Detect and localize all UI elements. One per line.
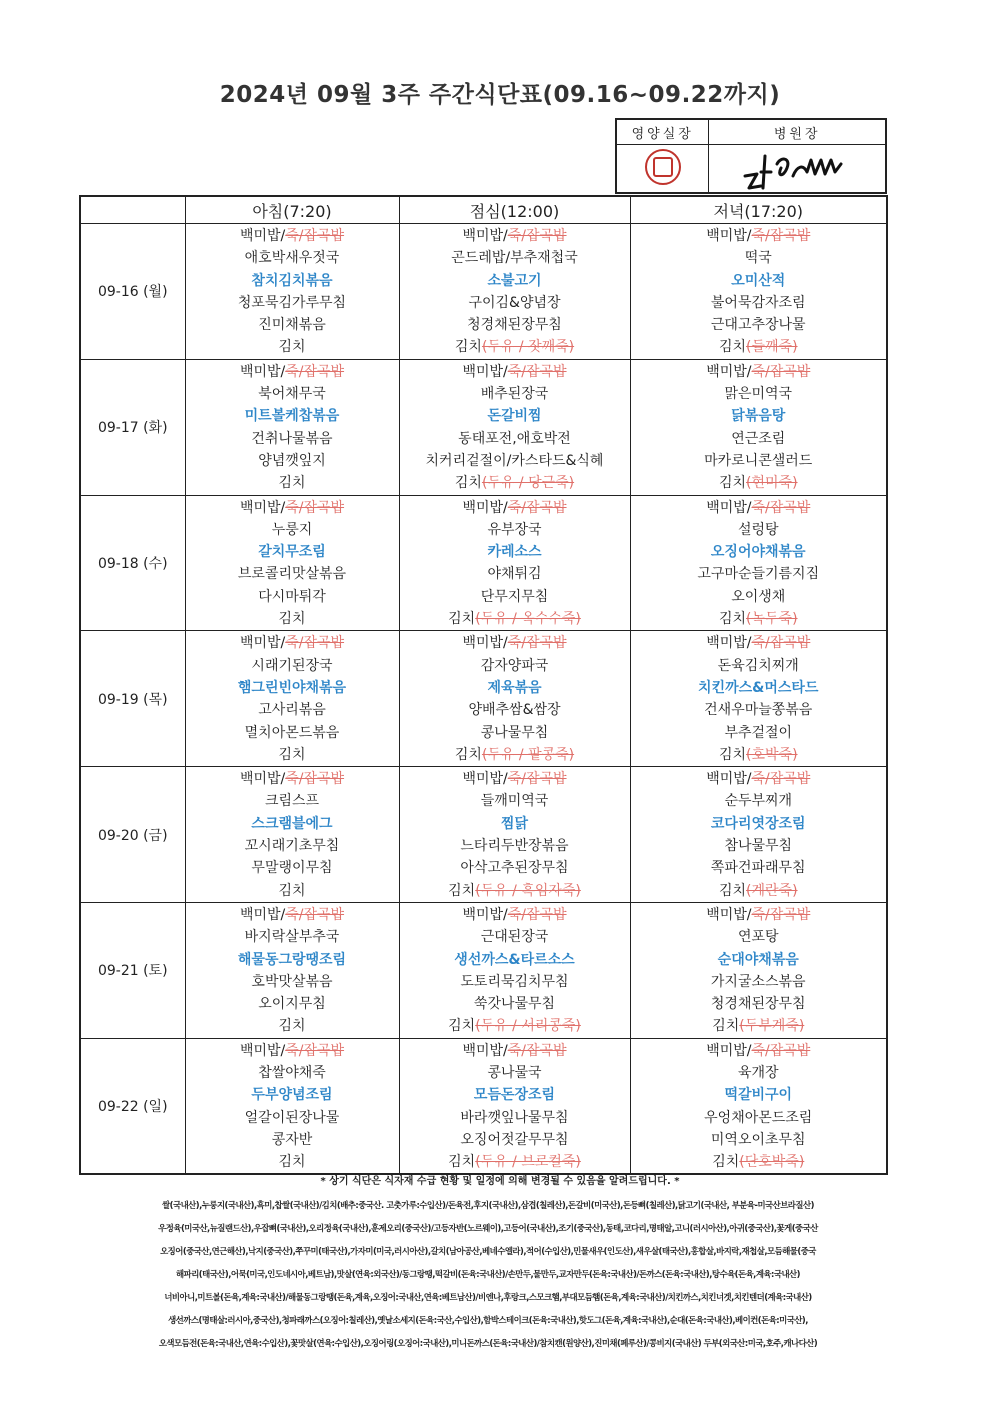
dinner-cell <box>630 224 887 360</box>
porridge-text: (현미죽) <box>746 475 798 492</box>
porridge-text: (두유 / 잣깨죽) <box>481 339 575 356</box>
breakfast-cell <box>185 631 399 767</box>
menu-item: 감자양파국 <box>480 657 549 674</box>
menu-item: 멸치아몬드볶음 <box>244 724 340 741</box>
porridge-text: (두유 / 팥콩죽) <box>481 746 575 763</box>
menu-item: 치커리겉절이/카스타드&식혜 <box>425 452 604 469</box>
rice-text: 백미밥/ <box>239 499 286 516</box>
signature-icon <box>737 146 857 192</box>
kimchi-line <box>400 744 630 766</box>
main-dish: 햄그린빈야채볶음 <box>237 679 347 696</box>
menu-item: 육개장 <box>737 1064 779 1081</box>
menu-item: 청경채된장무침 <box>467 317 562 334</box>
main-dish: 오징어야채볶음 <box>710 544 806 561</box>
kimchi-text: 김치 <box>718 746 747 763</box>
main-dish: 모듬돈장조림 <box>473 1087 556 1104</box>
rice-line <box>631 904 887 926</box>
rice-text: 백미밥/ <box>239 906 286 923</box>
kimchi-line <box>631 336 887 358</box>
rice-line <box>631 768 887 790</box>
menu-item: 마카로니콘샐러드 <box>704 452 813 469</box>
kimchi-text: 김치 <box>718 339 747 356</box>
rice-text: 백미밥/ <box>239 228 286 244</box>
rice-text: 백미밥/ <box>706 1042 752 1059</box>
rice-text: 백미밥/ <box>239 363 286 380</box>
main-dish: 소불고기 <box>487 272 542 289</box>
rice-text: 백미밥/ <box>462 499 508 516</box>
main-dish: 두부양념조림 <box>251 1087 333 1104</box>
menu-item: 돈육김치찌개 <box>717 657 799 674</box>
menu-header-row <box>80 196 887 224</box>
porridge-text: (두유 / 흑임자죽) <box>475 882 581 899</box>
kimchi-text: 김치 <box>712 1154 740 1171</box>
kimchi-line <box>186 1015 399 1037</box>
day-label: 09-21 (토) <box>80 902 185 1038</box>
day-label: 09-20 (금) <box>80 767 185 903</box>
dinner-cell <box>630 495 887 631</box>
origin-line: 너비아니,미트볼(돈육,계육:국내산)/해물동그랑땡(돈육,계육,오징어:국내산,연육:베트남산)/비엔나,후랑크,스모크햄,부대모듬햄(돈육,계육:국내산)/치킨까스,치킨너겟,치킨텐더(계육:국내산) <box>164 1292 812 1302</box>
kimchi-text: 김치 <box>718 475 747 492</box>
rice-alt-text: 죽/잡곡밥 <box>507 228 567 244</box>
rice-alt-text: 죽/잡곡밥 <box>507 499 567 516</box>
rice-line <box>186 497 399 519</box>
rice-line <box>400 497 630 519</box>
menu-item: 진미채볶음 <box>258 317 326 334</box>
rice-alt-text: 죽/잡곡밥 <box>507 1042 567 1059</box>
rice-line <box>400 768 630 790</box>
rice-alt-text: 죽/잡곡밥 <box>285 906 345 923</box>
rice-line <box>631 1040 887 1062</box>
kimchi-text: 김치 <box>448 611 476 628</box>
menu-item: 꼬시래기초무침 <box>244 838 340 855</box>
lunch-cell <box>399 359 630 495</box>
kimchi-text: 김치 <box>278 1018 306 1035</box>
breakfast-cell <box>185 1038 399 1174</box>
rice-line <box>631 225 887 247</box>
menu-item: 건취나물볶음 <box>251 430 333 447</box>
menu-item: 다시마튀각 <box>258 588 326 605</box>
menu-item: 근대된장국 <box>480 929 549 946</box>
kimchi-text: 김치 <box>448 1018 476 1035</box>
lunch-cell <box>399 767 630 903</box>
rice-line <box>186 632 399 654</box>
breakfast-cell <box>185 224 399 360</box>
porridge-text: (두유 / 서리콩죽) <box>475 1018 581 1035</box>
menu-item: 양념깻잎지 <box>258 452 326 469</box>
main-dish: 카레소스 <box>487 544 542 561</box>
day-row <box>80 495 887 631</box>
rice-alt-text: 죽/잡곡밥 <box>507 771 567 788</box>
rice-line <box>631 361 887 383</box>
rice-line <box>400 632 630 654</box>
kimchi-text: 김치 <box>712 1018 740 1035</box>
lunch-cell <box>399 631 630 767</box>
approval-signature-cell <box>709 145 886 194</box>
seal-stamp-icon <box>645 149 681 185</box>
rice-text: 백미밥/ <box>462 771 508 788</box>
menu-item: 불어묵감자조림 <box>710 294 806 311</box>
kimchi-line <box>631 744 887 766</box>
rice-text: 백미밥/ <box>462 228 508 244</box>
kimchi-line <box>400 1015 630 1037</box>
kimchi-text: 김치 <box>454 475 482 492</box>
notice-text: * 상기 식단은 식자재 수급 현황 및 일정에 의해 변경될 수 있음을 알려드립니다. * <box>320 1176 680 1187</box>
menu-item: 건새우마늘쫑볶음 <box>704 702 813 719</box>
kimchi-line <box>186 1151 399 1173</box>
kimchi-text: 김치 <box>454 339 482 356</box>
day-label: 09-17 (화) <box>80 359 185 495</box>
menu-item: 얼갈이된장나물 <box>244 1109 340 1126</box>
menu-item: 고사리볶음 <box>258 702 326 719</box>
rice-text: 백미밥/ <box>239 1042 286 1059</box>
kimchi-text: 김치 <box>278 475 306 492</box>
rice-text: 백미밥/ <box>706 906 752 923</box>
menu-item: 연근조림 <box>731 430 786 447</box>
menu-item: 느타리두반장볶음 <box>460 838 569 855</box>
menu-item: 쪽파건파래무침 <box>710 860 806 877</box>
header-dinner: 저녁(17:20) <box>630 196 887 224</box>
rice-line <box>186 1040 399 1062</box>
rice-text: 백미밥/ <box>706 635 752 652</box>
rice-line <box>186 361 399 383</box>
porridge-text: (들깨죽) <box>746 339 798 356</box>
menu-item: 시래기된장국 <box>251 657 333 674</box>
kimchi-text: 김치 <box>278 746 306 763</box>
kimchi-text: 김치 <box>278 1154 306 1171</box>
dinner-cell <box>630 1038 887 1174</box>
menu-item: 도토리묵김치무침 <box>460 973 569 990</box>
menu-item: 쑥갓나물무침 <box>473 996 556 1013</box>
main-dish: 참치김치볶음 <box>251 272 333 289</box>
rice-alt-text: 죽/잡곡밥 <box>751 635 811 652</box>
menu-item: 청경채된장무침 <box>710 996 806 1013</box>
approval-label-director: 병원장 <box>709 119 886 145</box>
lunch-cell <box>399 495 630 631</box>
porridge-text: (단호박죽) <box>739 1154 805 1171</box>
rice-text: 백미밥/ <box>706 771 752 788</box>
rice-text: 백미밥/ <box>462 1042 508 1059</box>
rice-line <box>186 904 399 926</box>
porridge-text: (두유 / 옥수수죽) <box>475 611 581 628</box>
menu-item: 크림스프 <box>264 793 320 810</box>
day-label: 09-22 (일) <box>80 1038 185 1174</box>
menu-item: 콩자반 <box>271 1131 313 1148</box>
kimchi-line <box>631 1015 887 1037</box>
rice-line <box>186 225 399 247</box>
rice-alt-text: 죽/잡곡밥 <box>285 771 345 788</box>
porridge-text: (계란죽) <box>746 882 798 899</box>
menu-item: 단무지무침 <box>480 588 549 605</box>
rice-text: 백미밥/ <box>706 228 752 244</box>
rice-text: 백미밥/ <box>462 635 508 652</box>
kimchi-line <box>631 472 887 494</box>
rice-line <box>400 225 630 247</box>
rice-alt-text: 죽/잡곡밥 <box>751 499 811 516</box>
menu-item: 브로콜리맛살볶음 <box>237 566 347 583</box>
main-dish: 제육볶음 <box>487 679 542 696</box>
day-row <box>80 1038 887 1174</box>
menu-item: 무말랭이무침 <box>251 860 333 877</box>
kimchi-line <box>400 608 630 630</box>
menu-item: 우엉채아몬드조림 <box>704 1109 813 1126</box>
menu-item: 콩나물국 <box>487 1064 542 1081</box>
page-title: 2024년 09월 3주 주간식단표(09.16~09.22까지) <box>219 82 781 108</box>
day-row <box>80 767 887 903</box>
main-dish: 스크램블에그 <box>251 815 333 832</box>
menu-item: 순두부찌개 <box>724 793 793 810</box>
approval-label-nutrition: 영양실장 <box>616 119 709 145</box>
main-dish: 해물동그랑땡조림 <box>237 951 347 968</box>
menu-body <box>80 224 887 1175</box>
menu-item: 근대고추장나물 <box>710 317 806 334</box>
weekly-menu-table <box>79 195 888 1175</box>
menu-item: 북어채무국 <box>258 386 326 403</box>
rice-alt-text: 죽/잡곡밥 <box>751 906 811 923</box>
main-dish: 찜닭 <box>500 815 529 832</box>
menu-item: 구이김&양념장 <box>468 294 561 311</box>
menu-item: 호박맛살볶음 <box>251 973 333 990</box>
rice-alt-text: 죽/잡곡밥 <box>751 363 811 380</box>
menu-item: 동태포전,애호박전 <box>458 430 571 447</box>
menu-item: 애호박새우젓국 <box>244 250 340 267</box>
menu-item: 오이생채 <box>731 588 786 605</box>
rice-alt-text: 죽/잡곡밥 <box>507 906 567 923</box>
lunch-cell <box>399 902 630 1038</box>
rice-alt-text: 죽/잡곡밥 <box>285 1042 345 1059</box>
header-breakfast: 아침(7:20) <box>185 196 399 224</box>
main-dish: 순대야채볶음 <box>717 951 799 968</box>
day-label: 09-16 (월) <box>80 224 185 360</box>
main-dish: 생선까스&타르소스 <box>454 951 575 968</box>
breakfast-cell <box>185 495 399 631</box>
rice-line <box>400 361 630 383</box>
origin-line: 생선까스(명태살:러시아,중국산),청파래까스(오징어:칠레산),옛날소세지(돈육:국산,수입산),함박스테이크(돈육:국내산),핫도그(돈육,계육:국내산),순대(돈육:국내산),베이컨(돈육:미국산), <box>168 1315 808 1325</box>
kimchi-text: 김치 <box>278 339 306 356</box>
kimchi-line <box>186 336 399 358</box>
menu-item: 바라깻잎나물무침 <box>460 1109 569 1126</box>
main-dish: 미트볼케찹볶음 <box>244 408 340 425</box>
origin-line: 해파리(태국산),어묵(미국,인도네시아,베트남),맛살(연육:외국산)/동그랑땡,떡갈비(돈육:국내산)/손만두,물만두,교자만두(돈육:국내산)/돈까스(돈육:국내산),탕수육(돈육,계육:국내산) <box>176 1269 800 1279</box>
menu-item: 곤드레밥/부추재첩국 <box>451 250 578 267</box>
origin-line: 오징어(중국산,연근해산),낙지(중국산),쭈꾸미(태국산),가자미(미국,러시아산),갈치(남아공산,베네수엘라),적어(수입산),민물새우(인도산),새우살(태국산),홍합살,바지락,재첩살,모듬해물(중국 <box>160 1246 816 1256</box>
day-row <box>80 902 887 1038</box>
lunch-cell <box>399 1038 630 1174</box>
header-empty <box>80 196 185 224</box>
day-row <box>80 359 887 495</box>
porridge-text: (두유 / 당근죽) <box>481 475 575 492</box>
kimchi-text: 김치 <box>448 1154 476 1171</box>
rice-alt-text: 죽/잡곡밥 <box>285 228 345 244</box>
kimchi-line <box>400 472 630 494</box>
kimchi-text: 김치 <box>454 746 482 763</box>
menu-item: 콩나물무침 <box>480 724 549 741</box>
menu-item: 양배추쌈&쌈장 <box>468 702 561 719</box>
rice-alt-text: 죽/잡곡밥 <box>285 363 345 380</box>
rice-alt-text: 죽/잡곡밥 <box>507 363 567 380</box>
kimchi-line <box>400 336 630 358</box>
menu-item: 아삭고추된장무침 <box>460 860 569 877</box>
porridge-text: (녹두죽) <box>746 611 798 628</box>
porridge-text: (두유 / 브로컬죽) <box>475 1154 581 1171</box>
day-row <box>80 224 887 360</box>
kimchi-text: 김치 <box>278 611 306 628</box>
kimchi-text: 김치 <box>278 882 306 899</box>
menu-item: 설렁탕 <box>737 521 779 538</box>
menu-item: 찹쌀야채죽 <box>258 1064 326 1081</box>
porridge-text: (두부계죽) <box>739 1018 805 1035</box>
rice-line <box>400 1040 630 1062</box>
menu-item: 청포묵김가루무침 <box>237 294 347 311</box>
approval-box <box>615 118 887 194</box>
dinner-cell <box>630 767 887 903</box>
main-dish: 닭볶음탕 <box>731 408 786 425</box>
header-lunch: 점심(12:00) <box>399 196 630 224</box>
rice-text: 백미밥/ <box>706 499 752 516</box>
kimchi-text: 김치 <box>448 882 476 899</box>
rice-alt-text: 죽/잡곡밥 <box>285 635 345 652</box>
main-dish: 돈갈비찜 <box>487 408 542 425</box>
menu-item: 들깨미역국 <box>480 793 549 810</box>
main-dish: 갈치무조림 <box>258 544 326 561</box>
menu-item: 유부장국 <box>487 521 542 538</box>
breakfast-cell <box>185 902 399 1038</box>
rice-text: 백미밥/ <box>239 635 286 652</box>
approval-stamp-cell <box>616 145 709 194</box>
rice-alt-text: 죽/잡곡밥 <box>751 228 811 244</box>
rice-line <box>186 768 399 790</box>
kimchi-line <box>631 608 887 630</box>
menu-item: 맑은미역국 <box>724 386 793 403</box>
menu-item: 가지굴소스볶음 <box>710 973 806 990</box>
main-dish: 코다리엿장조림 <box>710 815 806 832</box>
origin-line: 쌀(국내산),누룽지(국내산),흑미,찹쌀(국내산)/김치(배추:중국산. 고춧가루:수입산)/돈육전,후지(국내산),삼겹(칠레산),돈갈비(미국산),돈등뼈(칠레산),닭고기(국내산, 부분육-미국산브라질산) <box>162 1200 814 1210</box>
menu-item: 오이지무침 <box>258 996 326 1013</box>
kimchi-line <box>186 880 399 902</box>
lunch-cell <box>399 224 630 360</box>
rice-line <box>631 632 887 654</box>
menu-item: 누룽지 <box>271 521 313 538</box>
rice-line <box>400 904 630 926</box>
menu-item: 연포탕 <box>737 929 779 946</box>
day-row <box>80 631 887 767</box>
breakfast-cell <box>185 359 399 495</box>
rice-alt-text: 죽/잡곡밥 <box>507 635 567 652</box>
rice-alt-text: 죽/잡곡밥 <box>751 771 811 788</box>
dinner-cell <box>630 359 887 495</box>
menu-item: 부추겉절이 <box>724 724 793 741</box>
origin-line: 오색모듬전(돈육:국내산,연육:수입산),꽃맛살(연육:수입산),오징어링(오징어:국내산),미니돈까스(돈육:국내산)/참치캔(원양산),진미채(페루산)/콩비지(국내산) 두부(외국산:미국,호주,캐나다산) <box>158 1338 818 1348</box>
menu-item: 미역오이초무침 <box>710 1131 806 1148</box>
dinner-cell <box>630 631 887 767</box>
day-label: 09-19 (목) <box>80 631 185 767</box>
rice-text: 백미밥/ <box>462 363 508 380</box>
kimchi-line <box>186 608 399 630</box>
breakfast-cell <box>185 767 399 903</box>
menu-item: 바지락살부추국 <box>244 929 340 946</box>
main-dish: 치킨까스&머스타드 <box>698 679 819 696</box>
kimchi-text: 김치 <box>718 611 747 628</box>
main-dish: 떡갈비구이 <box>724 1087 793 1104</box>
menu-item: 오징어젓갈무무침 <box>460 1131 569 1148</box>
kimchi-line <box>186 744 399 766</box>
rice-alt-text: 죽/잡곡밥 <box>751 1042 811 1059</box>
rice-text: 백미밥/ <box>462 906 508 923</box>
day-label: 09-18 (수) <box>80 495 185 631</box>
main-dish: 오미산적 <box>731 272 786 289</box>
kimchi-line <box>186 472 399 494</box>
menu-item: 배추된장국 <box>480 386 549 403</box>
rice-alt-text: 죽/잡곡밥 <box>285 499 345 516</box>
menu-item: 참나물무침 <box>724 838 793 855</box>
origin-info <box>78 1194 898 1355</box>
kimchi-line <box>631 1151 887 1173</box>
kimchi-line <box>400 1151 630 1173</box>
rice-text: 백미밥/ <box>706 363 752 380</box>
menu-item: 야채튀김 <box>487 566 542 583</box>
rice-line <box>631 497 887 519</box>
kimchi-line <box>400 880 630 902</box>
menu-item: 떡국 <box>744 250 772 267</box>
menu-item: 고구마순들기름지짐 <box>697 566 820 583</box>
rice-text: 백미밥/ <box>239 771 286 788</box>
porridge-text: (호박죽) <box>746 746 798 763</box>
origin-line: 우정육(미국산,뉴질랜드산),우잡뼈(국내산),오리정육(국내산),훈제오리(중국산)/고등자반(노르웨이),고등어(국내산),조기(중국산),동태,코다리,명태알,고니(러시아산),아귀(중국산),꽃게(중국산 <box>158 1223 818 1233</box>
kimchi-text: 김치 <box>718 882 747 899</box>
dinner-cell <box>630 902 887 1038</box>
kimchi-line <box>631 880 887 902</box>
